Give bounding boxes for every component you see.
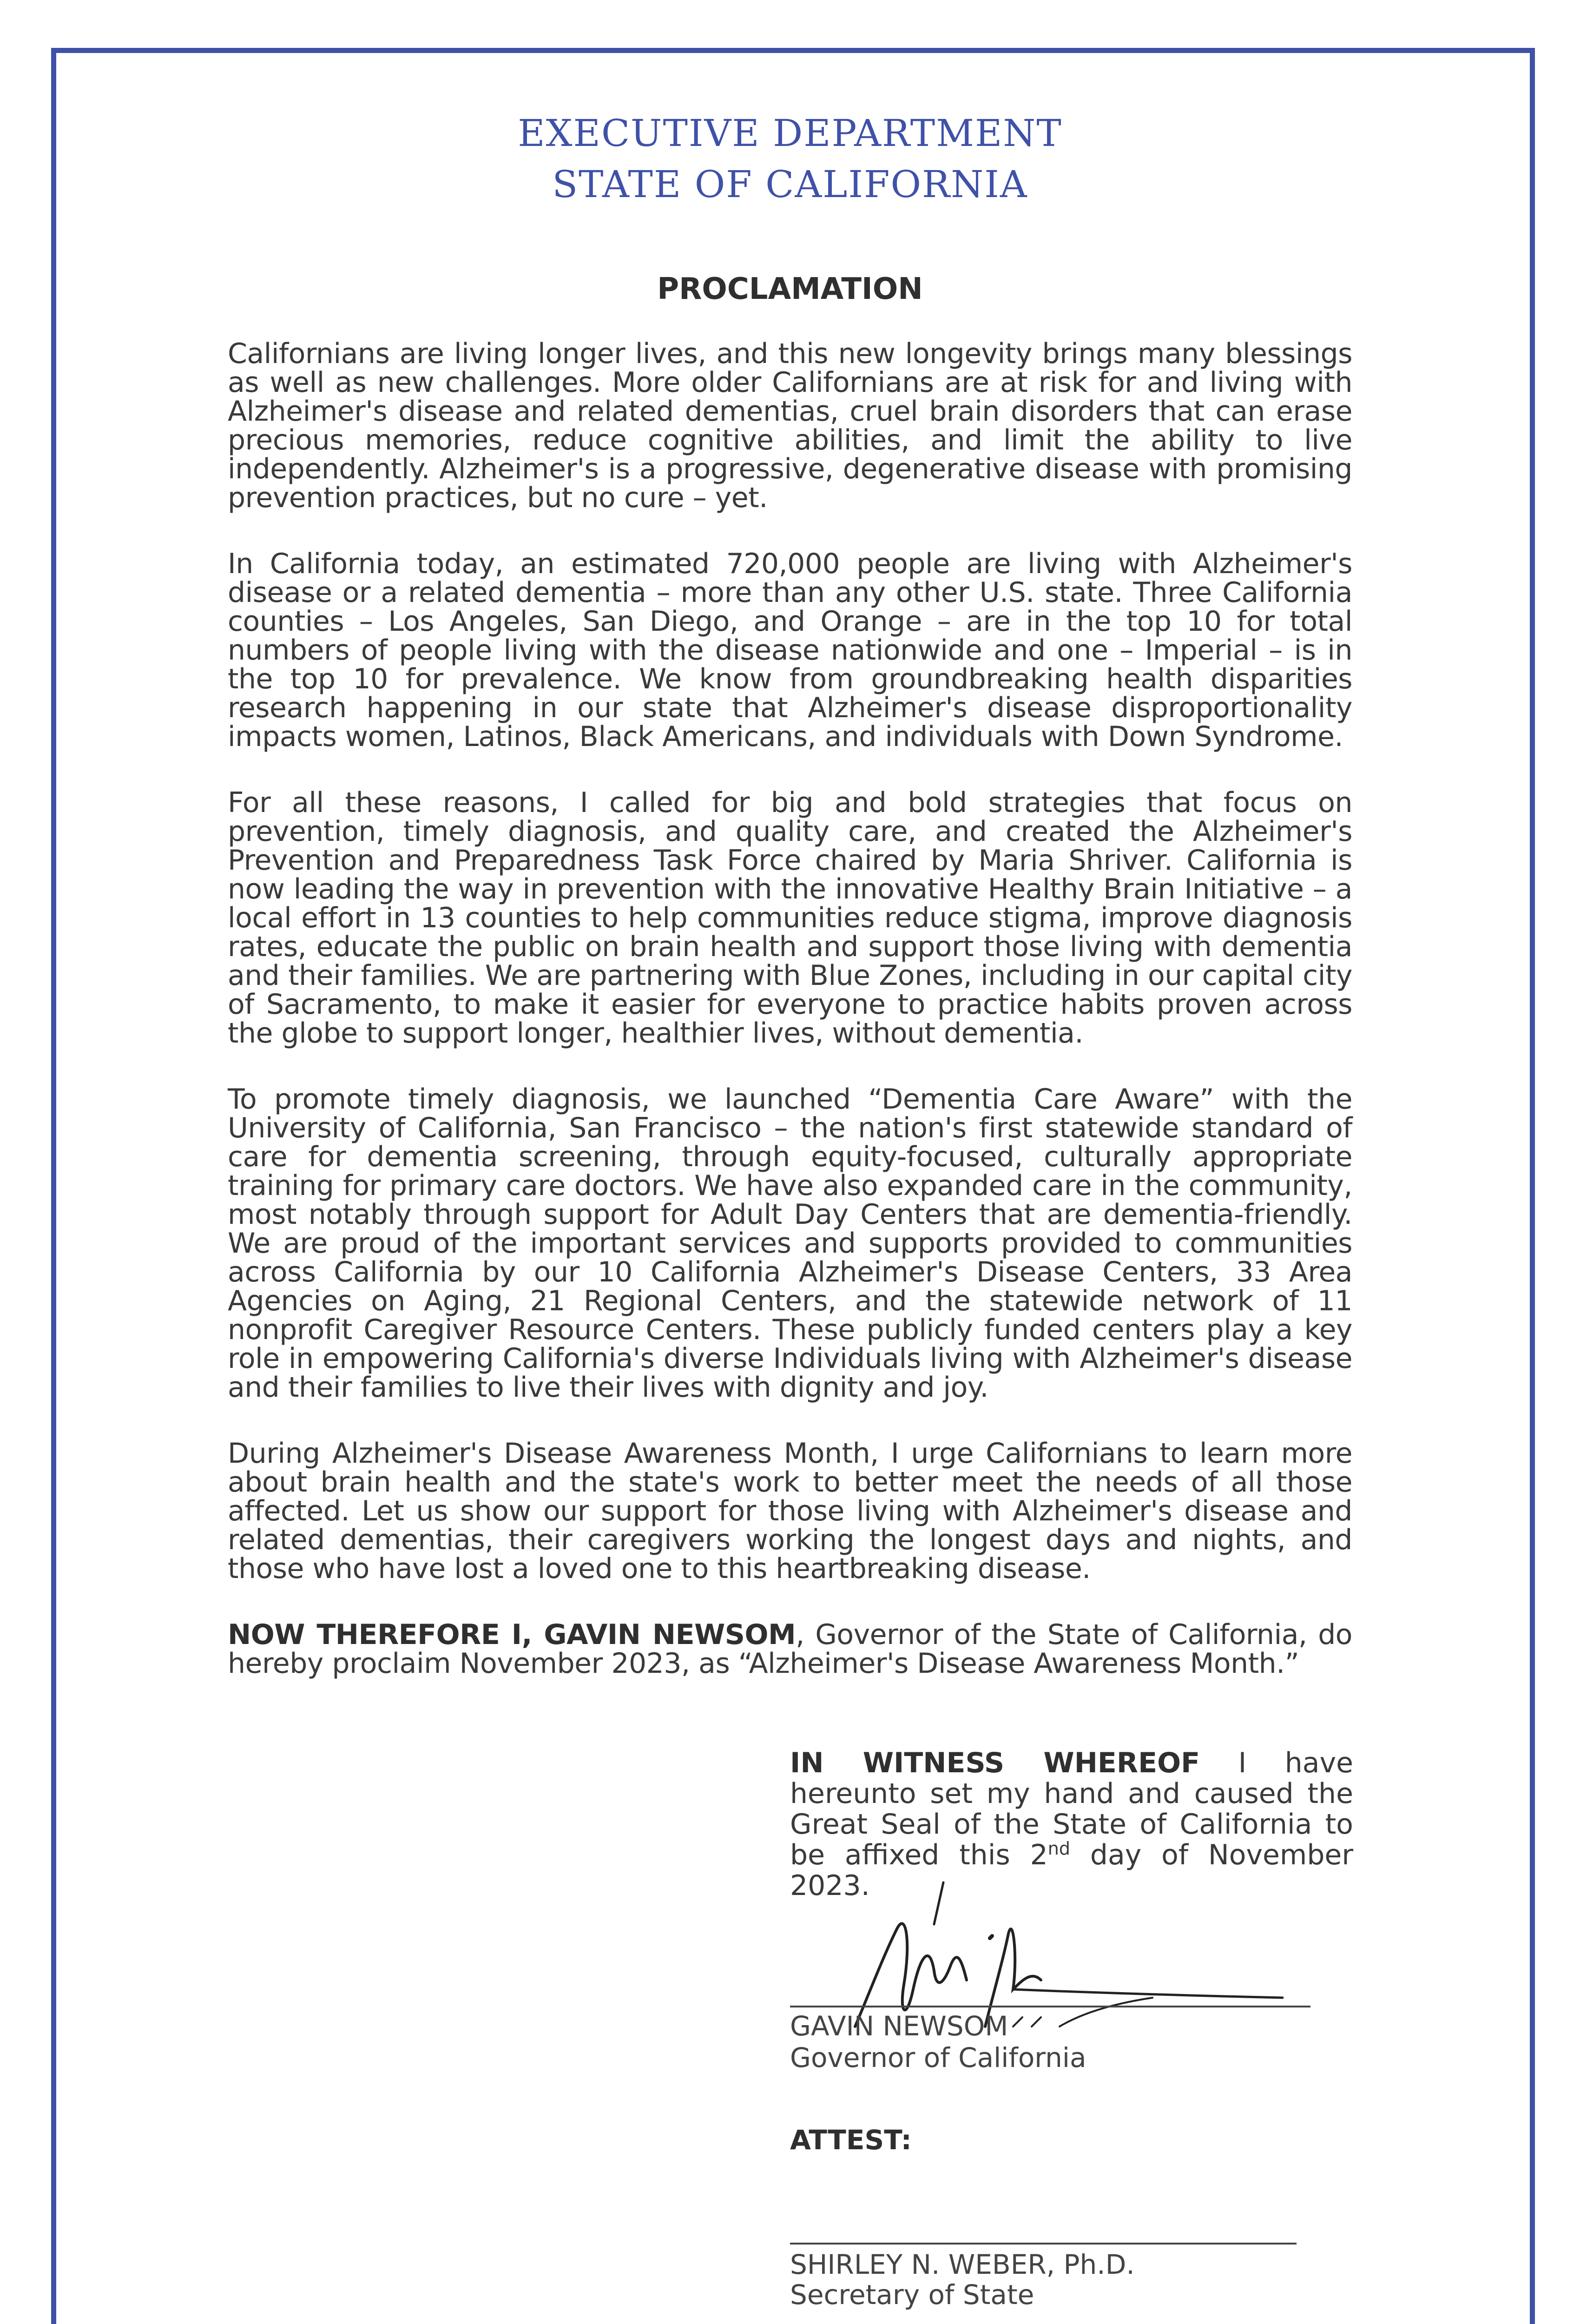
attest-signature-line [790, 2243, 1297, 2245]
witness-ordinal: nd [1047, 1838, 1070, 1859]
paragraph-4: To promote timely diagnosis, we launched “Dementia Care Aware” with the University of California, San Francisco – the nation's first statewide standard of care for dementia screening, through equity-focused, culturally appropriate training for primary care doctors. We have also expanded care in the community, most notably through support for Adult Day Centers that are dementia-friendly. We are proud of the important services and supports provided to communities across California by our 10 California Alzheimer's Disease Centers, 33 Area Agencies on Aging, 21 Regional Centers, and the statewide network of 11 nonprofit Caregiver Resource Centers. These publicly funded centers play a key role in empowering California's diverse Individuals living with Alzheimer's disease and their families to live their lives with dignity and joy. [228, 1083, 1352, 1404]
proclamation-body [228, 339, 1352, 1715]
secretary-title: Secretary of State [790, 2279, 1034, 2311]
governor-title: Governor of California [790, 2042, 1086, 2073]
now-therefore-paragraph [228, 1620, 1352, 1678]
witness-text-1: I have hereunto set my hand and caused the Great Seal of the State of California to be affixed this 2 [790, 1747, 1353, 1871]
witness-lead: IN WITNESS WHEREOF [790, 1747, 1200, 1779]
paragraph-3: For all these reasons, I called for big and bold strategies that focus on prevention, timely diagnosis, and quality care, and created the Alzheimer's Prevention and Preparedness Task Force chaired by Maria Shriver. California is now leading the way in prevention with the innovative Healthy Brain Initiative – a local effort in 13 counties to help communities reduce stigma, improve diagnosis rates, educate the public on brain health and support those living with dementia and their families. We are partnering with Blue Zones, including in our capital city of Sacramento, to make it easier for everyone to practice habits proven across the globe to support longer, healthier lives, without dementia. [228, 786, 1352, 1050]
secretary-name: SHIRLEY N. WEBER, Ph.D. [790, 2249, 1135, 2280]
proclamation-title: PROCLAMATION [657, 272, 923, 306]
attest-label: ATTEST: [790, 2124, 912, 2156]
header-line-1: EXECUTIVE DEPARTMENT [518, 112, 1062, 155]
now-therefore-text: , Governor of the State of California, do hereby proclaim November 2023, as “Alzheimer's Disease Awareness Month.” [228, 1618, 1353, 1680]
paragraph-5: During Alzheimer's Disease Awareness Month, I urge Californians to learn more about brain health and the state's work to better meet the needs of all those affected. Let us show our support for those living with Alzheimer's disease and related dementias, their caregivers working the longest days and nights, and those who have lost a loved one to this heartbreaking disease. [228, 1437, 1352, 1585]
header-line-2: STATE OF CALIFORNIA [552, 163, 1028, 206]
paragraph-2: In California today, an estimated 720,000 people are living with Alzheimer's disease or a related dementia – more than any other U.S. state. Three California counties – Los Angeles, San Diego, and Orange – are in the top 10 for total numbers of people living with the disease nationwide and one – Imperial – is in the top 10 for prevalence. We know from groundbreaking health disparities research happening in our state that Alzheimer's disease disproportionality impacts women, Latinos, Black Americans, and individuals with Down Syndrome. [228, 548, 1352, 753]
paragraph-1: Californians are living longer lives, and this new longevity brings many blessings as well as new challenges. More older Californians are at risk for and living with Alzheimer's disease and related dementias, cruel brain disorders that can erase precious memories, reduce cognitive abilities, and limit the ability to live independently. Alzheimer's is a progressive, degenerative disease with promising prevention practices, but no cure – yet. [228, 337, 1352, 514]
witness-text-2: day of November 2023. [790, 1839, 1353, 1902]
now-therefore-lead: NOW THEREFORE I, GAVIN NEWSOM [228, 1618, 796, 1651]
signature-line [790, 2006, 1310, 2007]
governor-name: GAVIN NEWSOM [790, 2010, 1008, 2042]
